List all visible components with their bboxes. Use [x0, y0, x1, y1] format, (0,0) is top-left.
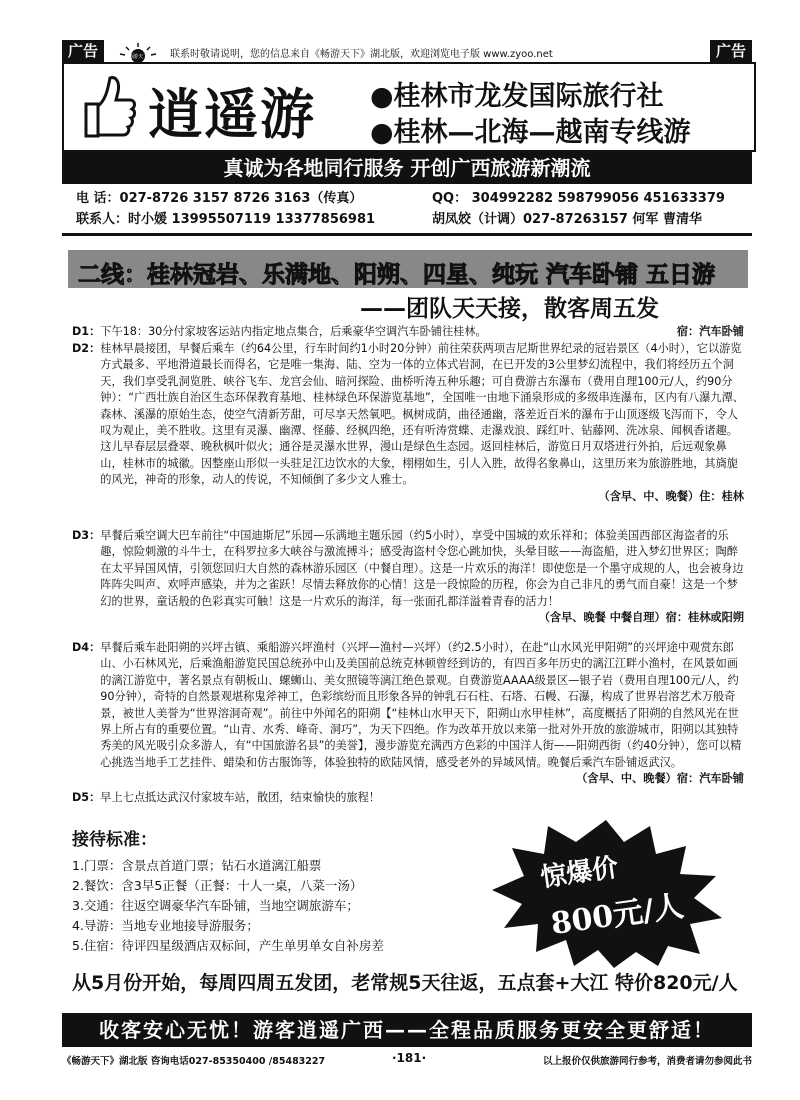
day-text: 下午18：30分付家坡客运站内指定地点集合，后乘豪华空调汽车卧铺往桂林。 — [100, 325, 487, 338]
slogan-banner: 真诚为各地同行服务 开创广西旅游新潮流 — [62, 152, 752, 184]
itinerary-day-3 — [72, 528, 744, 626]
route-schedule: ——团队天天接，散客周五发 — [360, 296, 659, 322]
sun-logo-icon — [116, 42, 160, 62]
ad-label-left: 广告 — [62, 40, 104, 62]
day-lodging: （含早、中、晚餐）住：桂林 — [598, 489, 744, 503]
itinerary-day-2 — [72, 341, 744, 505]
route-title: 二线：桂林冠岩、乐满地、阳朔、四星、纯玩 汽车卧铺 五日游 — [78, 262, 716, 288]
day-label: D5： — [72, 791, 101, 804]
day-text: 桂林早晨接团，早餐后乘车（约64公里，行车时间约1小时20分钟）前往荣获两项吉尼斯世界纪录的冠岩景区（4小时），它以游览方式最多、平地滑道最长而得名，它是唯一集海、陆、空为一体的立体式岩洞，在已开发的3公里梦幻流程中，我们将经历五个洞天，我们享受乳洞览胜、峡谷飞车、龙宫会仙、暗河探险、曲桥听涛五种乐趣；可自费游古东瀑布（费用自理100元/人，约90分钟）：“广西壮族自治区生态环保教育基地、桂林绿色环保游览基地”，全国唯一由地下涌泉形成的多级串连瀑布，区内有八瀑九潭、森林、溪瀑的原始生态，使空气清新芳甜，可尽享天然氧吧。枫树成荫，曲径通幽，落差近百米的瀑布于山顶逐级飞泻而下，令人叹为观止，美不胜收。这里有灵瀑、幽潭、怪藤、经枫四绝，还有听涛赏蝶、走瀑戏浪、踩红叶、钻藤网、洗冰泉、闻枫香诸趣。这儿早春层层叠翠、晚秋枫叶似火；通谷是灵瀑水世界，漫山是绿色生态园。返回桂林后，游览日月双塔进行外拍，后远观象鼻山，桂林市的城徽。因整座山形似一头驻足江边饮水的大象，栩栩如生，引人入胜，故得名象鼻山，这里历来为旅游胜地，其旖旎的风光，神奇的形象，动人的传说，不知倾倒了多少文人雅士。 — [100, 342, 744, 487]
standards-heading: 接待标准： — [72, 830, 157, 850]
day-lodging: （含早、中、晚餐）宿：汽车卧铺 — [576, 772, 744, 786]
price-label: 惊爆价 — [538, 852, 621, 894]
day-text: 早上七点抵达武汉付家坡车站，散团，结束愉快的旅程！ — [100, 791, 380, 804]
day-label: D4： — [72, 641, 101, 654]
standard-item: 1.门票：含景点首道门票；钻石水道漓江船票 — [72, 858, 322, 873]
page-number: ·181· — [392, 1051, 427, 1065]
publisher-logo — [116, 42, 160, 62]
reception-standards — [72, 830, 532, 956]
ad-label-right: 广告 — [710, 40, 752, 62]
standard-item: 4.导游：当地专业地接导游服务； — [72, 918, 259, 933]
divider — [62, 233, 752, 236]
logo-text: 畅游天下 — [127, 54, 149, 60]
day-label: D3： — [72, 529, 101, 542]
itinerary-day-5 — [72, 790, 532, 806]
day-lodging: （含早、晚餐 中餐自理）宿：桂林或阳朔 — [538, 611, 744, 625]
route-line: ●桂林—北海—越南专线游 — [370, 117, 691, 148]
standard-item: 5.住宿：待评四星级酒店双标间，产生单男单女自补房差 — [72, 938, 384, 953]
page-footer — [62, 1053, 752, 1067]
brand-title: 逍遥游 — [148, 82, 316, 146]
thumbs-up-icon — [72, 70, 138, 142]
day-label: D1： — [72, 325, 101, 338]
day-text: 早餐后乘空调大巴车前往“中国迪斯尼”乐园—乐满地主题乐园（约5小时），享受中国城的欢乐祥和；体验美国西部区海盗者的乐趣，惊险刺激的斗牛士，在科罗拉多大峡谷与激流搏斗；感受海盗村令您心跳加快，头晕目眩——海盗船，进入梦幻世界区；陶醉在太平异国风情，引领您回归大自然的森林游乐园区（中餐自理）。这是一片欢乐的海洋！即使您是一个墨守成规的人，也会被身边阵阵尖叫声、欢呼声感染，并为之雀跃！尽情去释放你的心情！这是一段惊险的历程，你会为自己非凡的勇气而自豪！这是一个梦幻的世界，童话般的色彩真实可触！这是一片欢乐的海洋，每一张面孔都洋溢着青春的活力！ — [100, 529, 744, 608]
price-value: 800元/人 — [548, 888, 686, 943]
standard-item: 2.餐饮：含3早5正餐（正餐：十人一桌，八菜一汤） — [72, 878, 363, 893]
contact-phone: 电 话：027-8726 3157 8726 3163（传真） — [76, 191, 363, 206]
day-label: D2： — [72, 342, 101, 355]
day-text: 早餐后乘车赴阳朔的兴坪古镇、乘船游兴坪渔村（兴坪—渔村—兴坪）（约2.5小时），在赴“山水风光甲阳朔”的兴坪途中观赏东郎山、小石林风光，后乘渔船游览民国总统孙中山及美国前总统克林顿曾经到访的，有四百多年历史的漓江江畔小渔村，在风景如画的漓江游览中，著名景点有朝板山、螺蛳山、美女照镜等漓江绝色景观。自费游览AAAA级景区—银子岩（费用自理100元/人，约90分钟），奇特的自然景观堪称鬼斧神工，色彩缤纷而且形象各异的钟乳石石柱、石塔、石幔、石瀑，构成了世界岩溶艺术万般奇景，被世人美誉为“世界溶洞奇观”。前往中外闻名的阳朔【“桂林山水甲天下，阳朔山水甲桂林”，高度概括了阳朔的自然风光在世界上所占有的重要位置。“山青、水秀、峰奇、洞巧”，为天下四绝。作为改革开放以来第一批对外开放的旅游城市，阳朔以其独特秀美的风光吸引众多游人，有“中国旅游名县”的美誉】，漫步游览充满西方色彩的中国洋人街——阳朔西街（约40分钟），您可以精心挑选当地手工艺挂件、蜡染和仿古服饰等，体验独特的欧陆风情，感受老外的异域风情。晚餐后乘汽车卧铺返武汉。 — [100, 641, 742, 769]
promo-line: 从5月份开始，每周四周五发团，老常规5天往返，五点套+大江 特价820元/人 — [72, 972, 738, 994]
bottom-slogan: 收客安心无忧！游客逍遥广西——全程品质服务更安全更舒适！ — [62, 1013, 752, 1047]
itinerary-day-1 — [72, 324, 744, 340]
contact-block — [62, 188, 752, 230]
footer-right: 以上报价仅供旅游同行参考，消费者请勿参阅此书 — [542, 1056, 752, 1067]
day-lodging: 宿：汽车卧铺 — [676, 325, 744, 338]
footer-left: 《畅游天下》湖北版 咨询电话027-85350400 /85483227 — [62, 1056, 326, 1067]
contact-person: 联系人：时小媛 13995507119 13377856981 — [76, 212, 376, 227]
contact-qq: QQ： 304992282 598799056 451633379 — [432, 191, 725, 206]
header-note: 联系时敬请说明，您的信息来自《畅游天下》湖北版，欢迎浏览电子版 www.zyoo.net — [170, 49, 553, 60]
standard-item: 3.交通：往返空调豪华汽车卧铺，当地空调旅游车； — [72, 898, 359, 913]
contact-person-2: 胡凤姣（计调）027-87263157 何军 曹清华 — [432, 212, 702, 227]
agency-name: ●桂林市龙发国际旅行社 — [370, 81, 664, 112]
price-burst — [486, 818, 726, 968]
itinerary-day-4 — [72, 640, 744, 788]
